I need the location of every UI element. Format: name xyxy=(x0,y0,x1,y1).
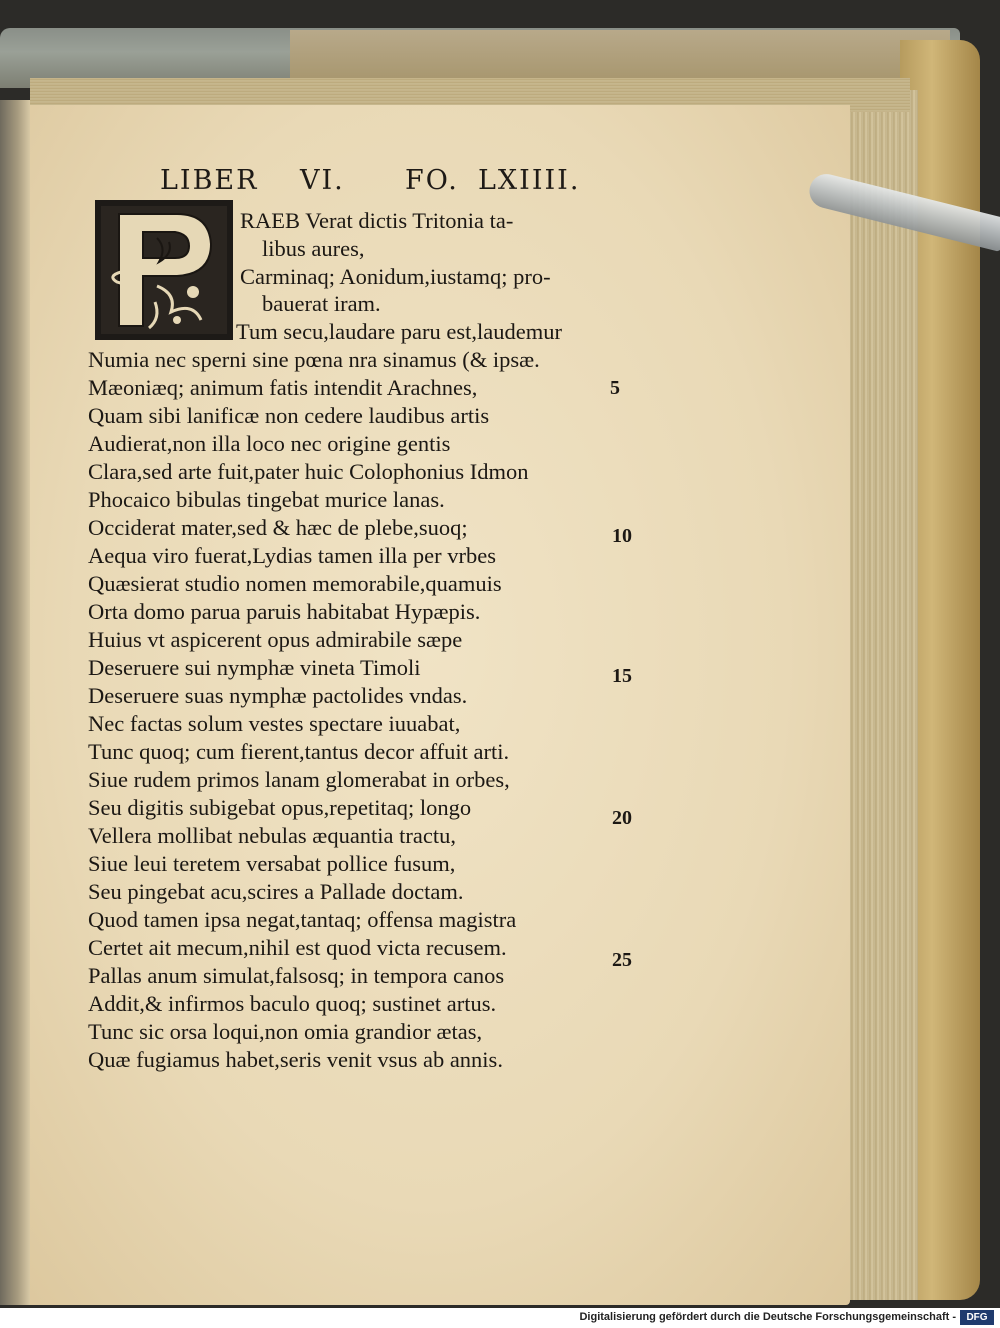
poem-line: Quæ fugiamus habet,seris venit vsus ab annis. xyxy=(88,1047,503,1072)
book-cover-top-leather xyxy=(290,30,950,80)
poem-line: Certet ait mecum,nihil est quod victa recusem. xyxy=(88,935,507,960)
poem-line: Seu digitis subigebat opus,repetitaq; longo xyxy=(88,795,472,820)
poem-line: Nec factas solum vestes spectare iuuabat, xyxy=(88,711,461,736)
poem-line: Tunc quoq; cum fierent,tantus decor affuit arti. xyxy=(88,739,510,764)
poem-line: RAEB Verat dictis Tritonia ta- xyxy=(240,208,514,233)
poem-line: Carminaq; Aonidum,iustamq; pro- xyxy=(240,264,551,289)
poem-line: Mæoniæq; animum fatis intendit Arachnes, xyxy=(88,375,478,400)
line-number: 15 xyxy=(612,665,632,687)
poem-line: Occiderat mater,sed & hæc de plebe,suoq; xyxy=(88,515,468,540)
funding-credit: Digitalisierung gefördert durch die Deutsche Forschungsgemeinschaft - xyxy=(579,1311,956,1323)
poem-line: Seu pingebat acu,scires a Pallade doctam. xyxy=(88,879,464,904)
poem-line: Deseruere suas nymphæ pactolides vndas. xyxy=(88,683,468,708)
header-folio-number: LXIIII. xyxy=(478,165,581,196)
line-number: 5 xyxy=(610,377,620,399)
poem-line: Clara,sed arte fuit,pater huic Colophonius Idmon xyxy=(88,459,529,484)
dfg-logo: DFG xyxy=(960,1310,994,1325)
poem-line: Deseruere sui nymphæ vineta Timoli xyxy=(88,655,421,680)
poem-line: libus aures, xyxy=(262,236,365,261)
poem-line: bauerat iram. xyxy=(262,291,381,316)
poem-line: Siue rudem primos lanam glomerabat in orbes, xyxy=(88,767,510,792)
poem-line: Vellera mollibat nebulas æquantia tractu, xyxy=(88,823,457,848)
poem-line: Aequa viro fuerat,Lydias tamen illa per vrbes xyxy=(88,543,496,568)
header-book-number: VI. xyxy=(300,165,345,196)
line-number: 10 xyxy=(612,525,632,547)
line-number: 20 xyxy=(612,807,632,829)
running-header xyxy=(160,165,580,201)
poem-line: Phocaico bibulas tingebat murice lanas. xyxy=(88,487,445,512)
poem-line: Tum secu,laudare paru est,laudemur xyxy=(236,319,562,344)
initial-letter-text xyxy=(97,338,98,339)
decorated-initial-p-icon xyxy=(97,202,231,338)
poem-line: Pallas anum simulat,falsosq; in tempora canos xyxy=(88,963,505,988)
header-fo: FO. xyxy=(405,165,459,196)
line-number: 25 xyxy=(612,949,632,971)
decorated-initial xyxy=(95,200,233,340)
page-gutter xyxy=(0,100,30,1305)
poem-line: Quod tamen ipsa negat,tantaq; offensa magistra xyxy=(88,907,517,932)
poem-line: Huius vt aspicerent opus admirabile sæpe xyxy=(88,627,463,652)
poem-line: Audierat,non illa loco nec origine gentis xyxy=(88,431,451,456)
poem-line: Quam sibi lanificæ non cedere laudibus artis xyxy=(88,403,490,428)
poem-line: Tunc sic orsa loqui,non omia grandior ætas, xyxy=(88,1019,483,1044)
poem-line: Addit,& infirmos baculo quoq; sustinet artus. xyxy=(88,991,497,1016)
header-liber: LIBER xyxy=(160,165,259,196)
poem-line: Orta domo parua paruis habitabat Hypæpis. xyxy=(88,599,481,624)
page-fore-edge xyxy=(838,90,918,1300)
poem-line: Siue leui teretem versabat pollice fusum, xyxy=(88,851,456,876)
poem-line: Quæsierat studio nomen memorabile,quamuis xyxy=(88,571,502,596)
poem-line: Numia nec sperni sine pœna nra sinamus (& ipsæ. xyxy=(88,347,540,372)
